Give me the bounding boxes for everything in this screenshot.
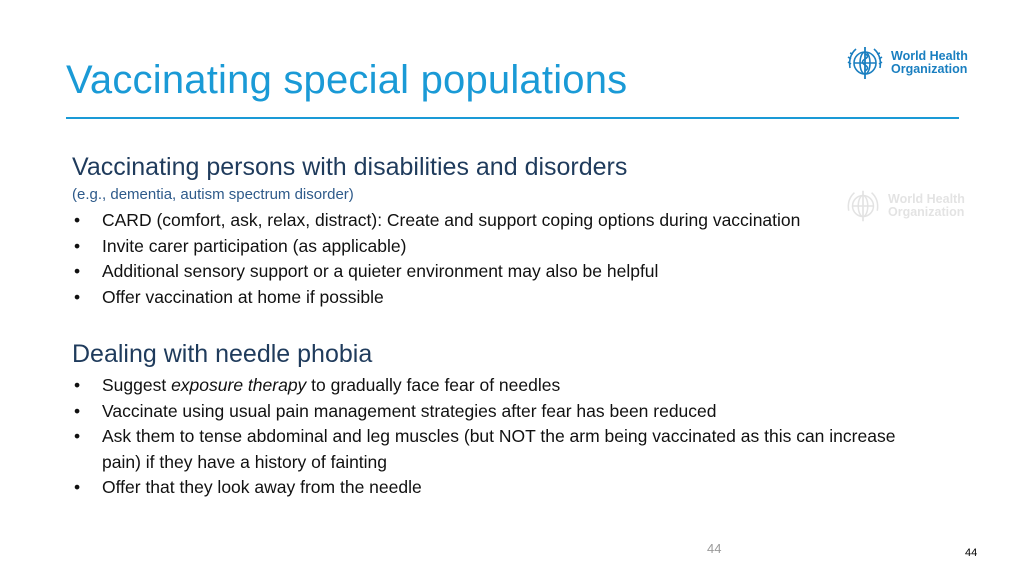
emphasis-exposure-therapy: exposure therapy xyxy=(171,375,307,395)
section-heading-needle-phobia: Dealing with needle phobia xyxy=(72,340,373,368)
title-underline xyxy=(66,117,959,119)
list-item xyxy=(72,373,932,399)
disabilities-bullet-list xyxy=(72,208,800,310)
who-emblem-icon xyxy=(844,42,886,84)
slide-number: 44 xyxy=(965,547,978,559)
logo-line-1: World Health xyxy=(891,49,968,63)
bullet-text-before: Suggest xyxy=(102,375,172,395)
list-item: • Offer vaccination at home if possible xyxy=(72,285,800,311)
faded-logo-line-2: Organization xyxy=(888,205,965,219)
faded-who-emblem-icon xyxy=(843,186,883,226)
faded-logo-line-1: World Health xyxy=(888,192,965,206)
list-item: • Offer that they look away from the needle xyxy=(72,475,932,501)
list-item: • Additional sensory support or a quieter environment may also be helpful xyxy=(72,259,800,285)
list-item: • CARD (comfort, ask, relax, distract): Create and support coping options during vaccination xyxy=(72,208,800,234)
page-number: 44 xyxy=(707,541,722,556)
section-heading-disabilities: Vaccinating persons with disabilities and disorders xyxy=(72,153,628,181)
logo-line-2: Organization xyxy=(891,62,968,76)
section-note-examples: (e.g., dementia, autism spectrum disorder) xyxy=(72,186,354,203)
list-item: • Invite carer participation (as applicable) xyxy=(72,234,800,260)
who-logo xyxy=(844,42,968,84)
faded-who-logo xyxy=(843,186,965,226)
slide-title: Vaccinating special populations xyxy=(66,58,628,102)
needle-phobia-bullet-list xyxy=(72,373,932,501)
list-item: • Vaccinate using usual pain management strategies after fear has been reduced xyxy=(72,399,932,425)
bullet-text-after: to gradually face fear of needles xyxy=(306,375,561,395)
list-item: • Ask them to tense abdominal and leg muscles (but NOT the arm being vaccinated as this can increase pain) if they have a history of fainting xyxy=(72,424,932,475)
